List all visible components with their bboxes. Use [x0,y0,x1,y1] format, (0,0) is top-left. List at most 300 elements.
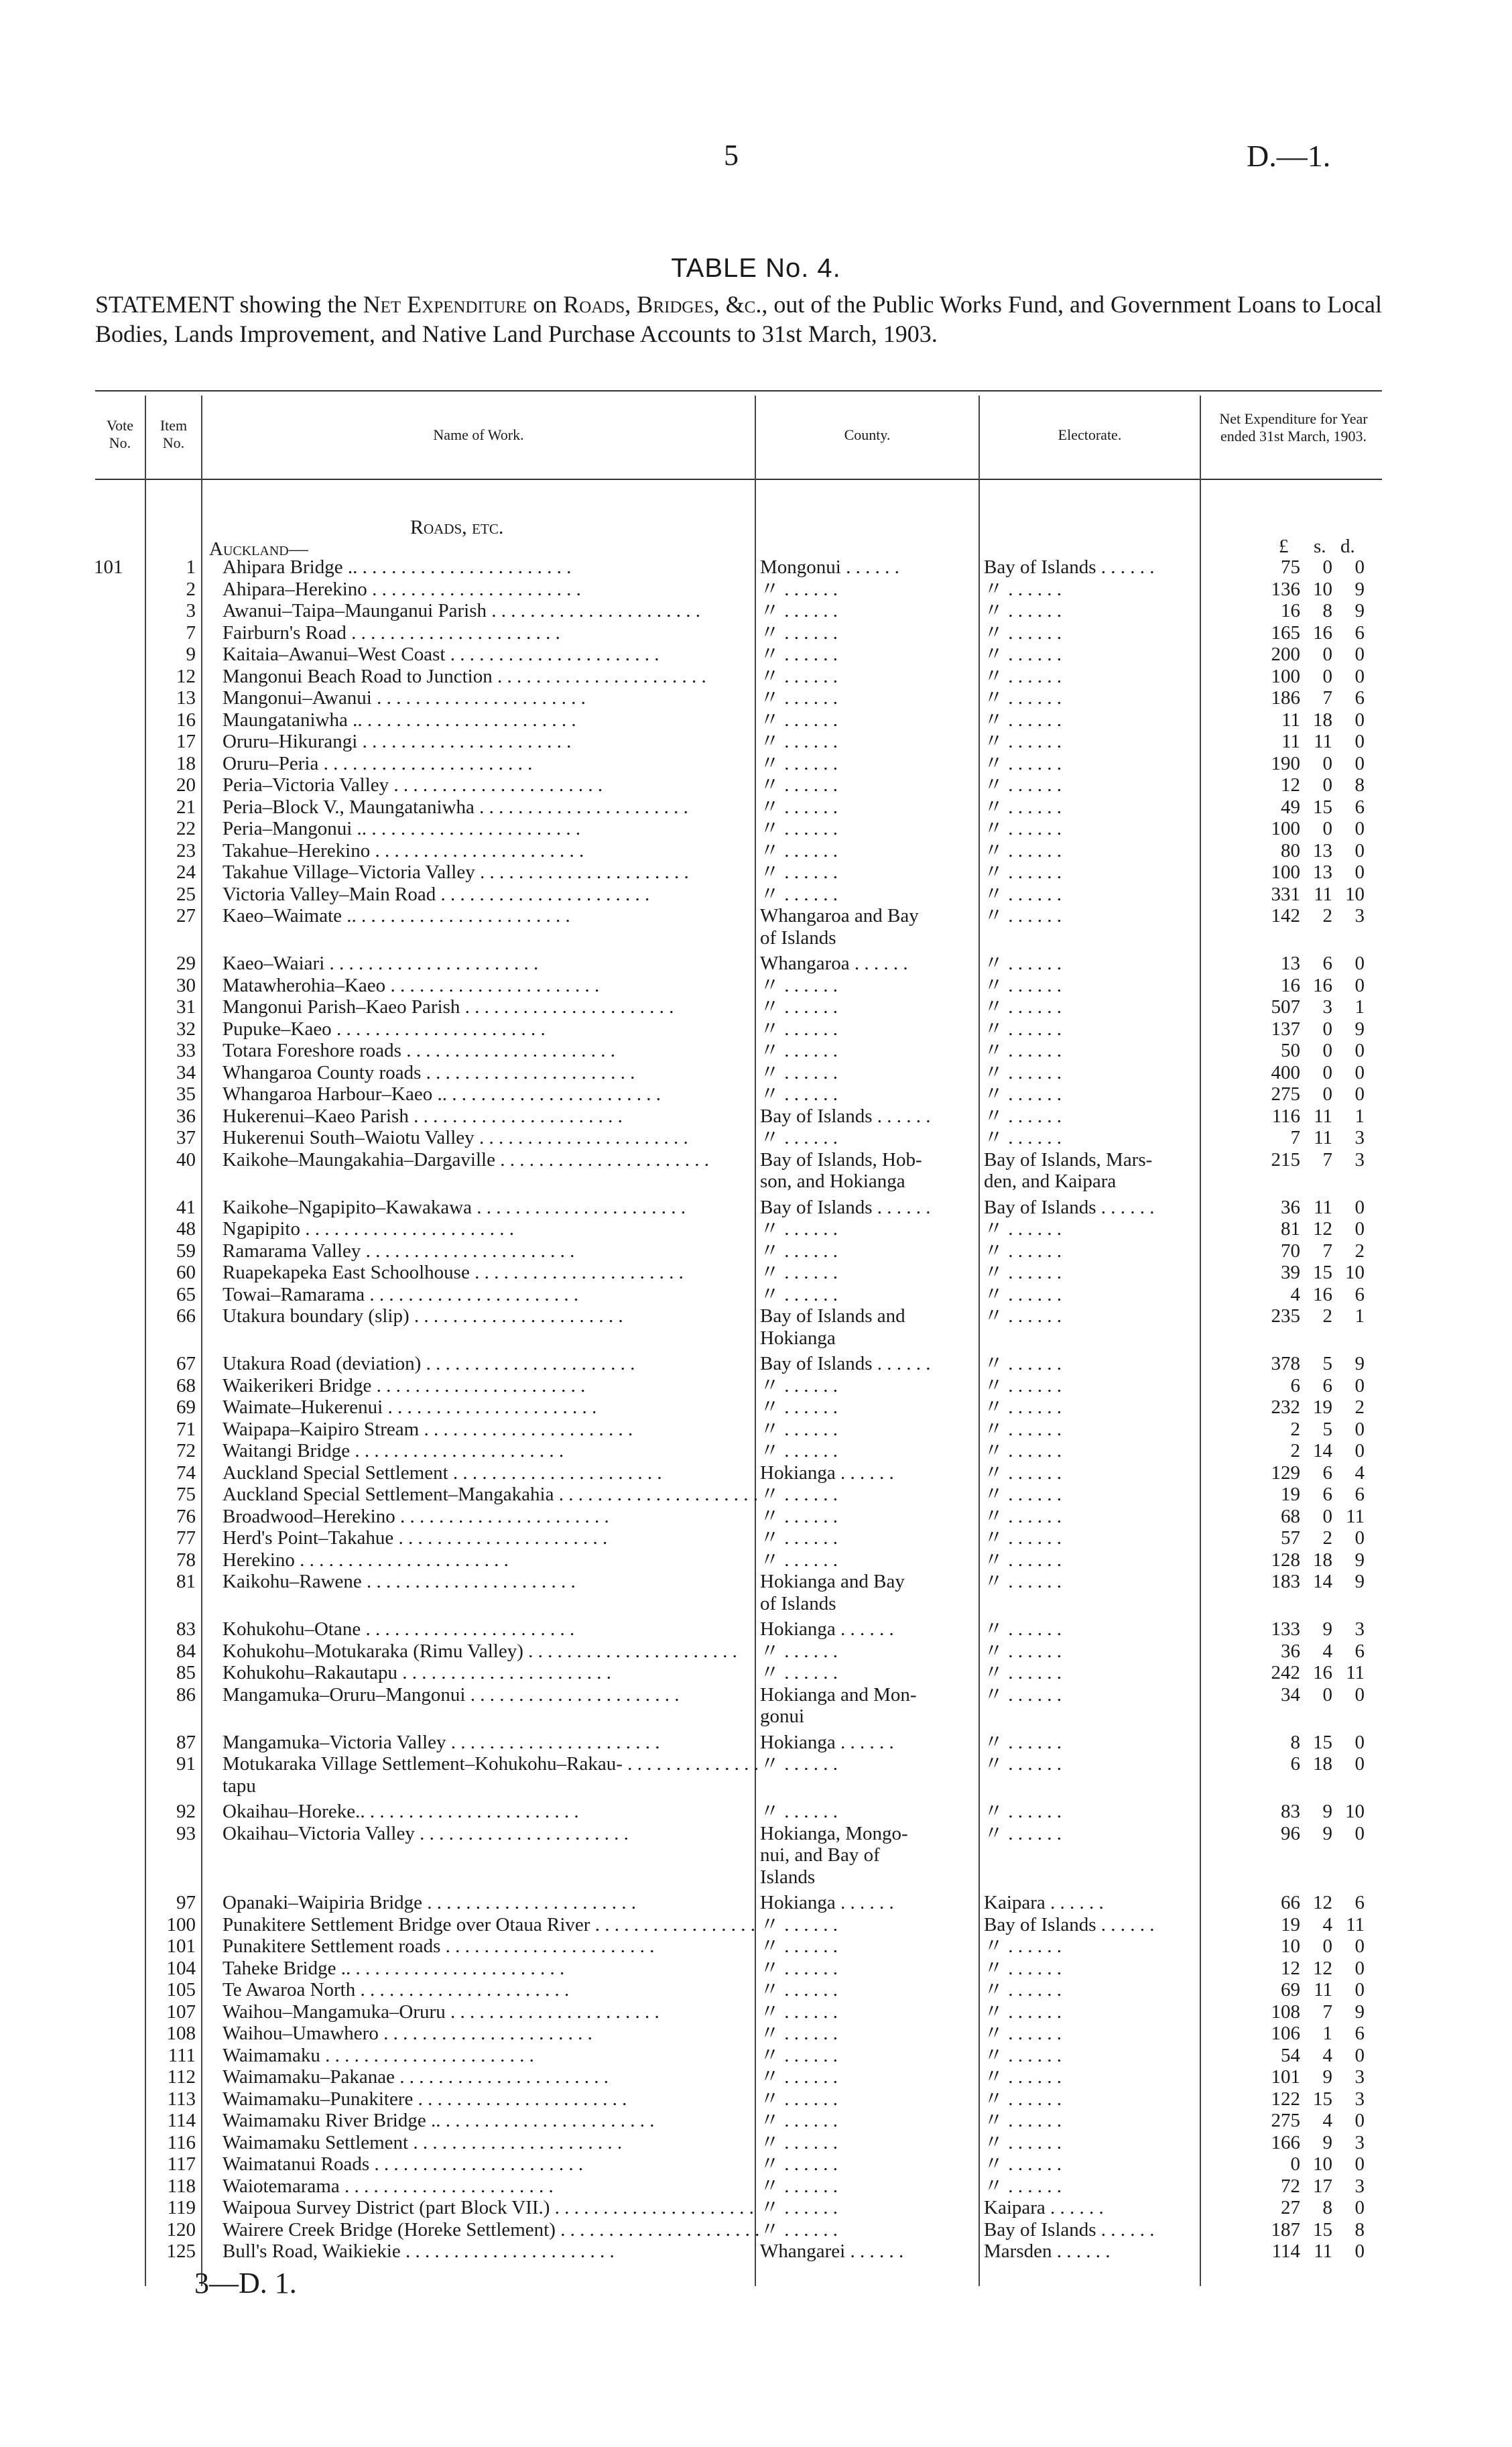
amount-pounds: 83 [1281,1801,1300,1822]
electorate-cell: 〃 . . [984,2132,1185,2153]
amount-shillings: 1 [1322,2023,1332,2044]
electorate-cell: 〃 . . [984,1462,1185,1484]
amount-shillings: 7 [1322,1240,1332,1262]
vote-number: 101 [94,556,123,578]
amount-shillings: 6 [1322,1375,1332,1396]
amount-shillings: 0 [1322,818,1332,839]
electorate-cell: 〃 . . [984,953,1185,974]
item-number: 114 [167,2110,196,2131]
amount-pounds: 378 [1271,1353,1300,1374]
amount-pounds: 49 [1281,796,1300,818]
amount-pence: 9 [1354,1353,1365,1374]
item-number: 68 [176,1375,196,1396]
item-number: 100 [166,1914,196,1935]
amount-shillings: 4 [1322,1640,1332,1662]
item-number: 12 [176,666,196,687]
amount-pence: 0 [1354,818,1365,839]
item-number: 16 [176,709,196,731]
amount-pounds: 122 [1271,2088,1300,2110]
item-number: 91 [176,1753,196,1775]
amount-pence: 0 [1354,709,1365,731]
county-cell: 〃 . . [760,1506,961,1527]
amount-shillings: 14 [1313,1571,1332,1592]
amount-pence: 3 [1354,1127,1365,1148]
amount-pounds: 186 [1271,687,1300,709]
electorate-cell: Bay of Islands . . [984,556,1185,578]
amount-shillings: 12 [1313,1958,1332,1979]
item-number: 118 [167,2175,196,2197]
county-cell: 〃 . . [760,1662,961,1683]
amount-pence: 6 [1354,1640,1365,1662]
amount-pence: 9 [1354,579,1365,600]
statement-lead: STATEMENT showing the [95,291,357,318]
amount-pounds: 2 [1290,1440,1300,1461]
amount-pounds: 11 [1281,731,1300,752]
amount-pence: 9 [1354,600,1365,621]
amount-shillings: 0 [1322,1935,1332,1957]
amount-pounds: 106 [1271,2023,1300,2044]
amount-pence: 0 [1354,2153,1365,2175]
work-name: Te Awaroa North . . [223,1979,759,2001]
electorate-cell: 〃 . . [984,622,1185,644]
amount-pounds: 96 [1281,1823,1300,1844]
amount-pounds: 142 [1271,905,1300,927]
county-cell: Hokianga . . [760,1892,961,1913]
item-number: 67 [176,1353,196,1374]
amount-shillings: 0 [1322,774,1332,796]
amount-shillings: 4 [1322,2045,1332,2066]
amount-pounds: 12 [1281,1958,1300,1979]
amount-pounds: 215 [1271,1149,1300,1171]
county-cell: Mongonui . . [760,556,961,578]
electorate-cell: 〃 . . [984,1305,1185,1327]
electorate-cell: Kaipara . . [984,2197,1185,2218]
amount-pounds: 16 [1281,600,1300,621]
amount-shillings: 3 [1322,996,1332,1018]
county-cell: 〃 . . [760,1527,961,1549]
amount-shillings: 16 [1313,1284,1332,1305]
amount-pence: 3 [1354,1618,1365,1640]
work-name: Ahipara Bridge .. . . [223,556,759,578]
work-name: Waimate–Hukerenui . . [223,1396,759,1418]
amount-pence: 0 [1354,1062,1365,1083]
work-name: Ramarama Valley . . [223,1240,759,1262]
amount-pounds: 69 [1281,1979,1300,2001]
item-number: 22 [176,818,196,839]
amount-shillings: 9 [1322,2066,1332,2088]
amount-shillings: 8 [1322,600,1332,621]
amount-shillings: 0 [1322,1040,1332,1061]
amount-pence: 3 [1354,1149,1365,1171]
amount-pence: 9 [1354,2001,1365,2023]
work-name: Motukaraka Village Settlement–Kohukohu–Rakau- . . [223,1753,759,1775]
work-name: Whangaroa Harbour–Kaeo .. . . [223,1083,759,1105]
item-number: 32 [176,1018,196,1040]
county-cell: 〃 . . [760,2001,961,2023]
county-cell: 〃 . . [760,1914,961,1935]
item-number: 112 [167,2066,196,2088]
county-cell: 〃 . . [760,1640,961,1662]
amount-pounds: 0 [1290,2153,1300,2175]
amount-pence: 11 [1346,1662,1365,1683]
work-name: Whangaroa County roads . . [223,1062,759,1083]
county-cell: 〃 . . [760,818,961,839]
amount-shillings: 9 [1322,1823,1332,1844]
county-cell-continued: nui, and Bay of [760,1844,880,1866]
amount-shillings: 4 [1322,1914,1332,1935]
item-number: 2 [186,579,196,600]
amount-pence: 3 [1354,2175,1365,2197]
amount-pence: 4 [1354,1462,1365,1484]
electorate-cell: 〃 . . [984,1240,1185,1262]
electorate-cell: 〃 . . [984,1375,1185,1396]
amount-pence: 0 [1354,1040,1365,1061]
amount-pence: 1 [1354,996,1365,1018]
electorate-cell: Bay of Islands . . [984,1197,1185,1218]
electorate-cell: 〃 . . [984,796,1185,818]
electorate-cell: 〃 . . [984,1062,1185,1083]
item-number: 120 [166,2219,196,2241]
work-name: Pupuke–Kaeo . . [223,1018,759,1040]
county-cell: 〃 . . [760,1396,961,1418]
electorate-cell: Bay of Islands, Mars- [984,1149,1153,1171]
amount-shillings: 2 [1322,1527,1332,1549]
work-name: Kohukohu–Motukaraka (Rimu Valley) . . [223,1640,759,1662]
electorate-cell: 〃 . . [984,1440,1185,1461]
amount-shillings: 8 [1322,2197,1332,2218]
amount-pence: 0 [1354,953,1365,974]
item-number: 116 [167,2132,196,2153]
amount-shillings: 18 [1313,1549,1332,1571]
electorate-cell: 〃 . . [984,905,1185,927]
work-name: Mangamuka–Oruru–Mangonui . . [223,1684,759,1706]
amount-shillings: 11 [1314,1106,1332,1127]
amount-pounds: 11 [1281,709,1300,731]
section-heading: Roads, etc. [410,516,504,538]
work-name: Victoria Valley–Main Road . . [223,884,759,905]
amount-shillings: 0 [1322,1062,1332,1083]
county-cell: 〃 . . [760,2153,961,2175]
work-name: Matawherohia–Kaeo . . [223,975,759,996]
electorate-cell: 〃 . . [984,1753,1185,1775]
electorate-cell: 〃 . . [984,1732,1185,1753]
electorate-cell: 〃 . . [984,1218,1185,1240]
column-header-electorate: Electorate. [1058,426,1122,443]
electorate-cell: 〃 . . [984,884,1185,905]
work-name: Bull's Road, Waikiekie . . [223,2241,759,2262]
county-cell: Hokianga . . [760,1732,961,1753]
amount-shillings: 5 [1322,1419,1332,1440]
amount-pounds: 66 [1281,1892,1300,1913]
amount-pounds: 7 [1290,1127,1300,1148]
statement-on: on [533,291,558,318]
county-cell: 〃 . . [760,644,961,665]
amount-pence: 8 [1354,774,1365,796]
amount-pounds: 6 [1290,1753,1300,1775]
electorate-cell: 〃 . . [984,2175,1185,2197]
work-name: Kaikohe–Ngapipito–Kawakawa . . [223,1197,759,1218]
work-name: Waimamaku . . [223,2045,759,2066]
electorate-cell: 〃 . . [984,1549,1185,1571]
county-cell: 〃 . . [760,1375,961,1396]
item-number: 25 [176,884,196,905]
currency-shillings: s. [1314,536,1326,557]
item-number: 104 [166,1958,196,1979]
amount-shillings: 11 [1314,1197,1332,1218]
work-name: Waipapa–Kaipiro Stream . . [223,1419,759,1440]
amount-pence: 9 [1354,1571,1365,1592]
amount-shillings: 7 [1322,687,1332,709]
item-number: 97 [176,1892,196,1913]
amount-pence: 2 [1354,1240,1365,1262]
county-cell: 〃 . . [760,774,961,796]
amount-pence: 0 [1354,1958,1365,1979]
currency-pounds: £ [1279,536,1289,557]
work-name: Kaeo–Waiari . . [223,953,759,974]
county-cell: Hokianga, Mongo- [760,1823,908,1844]
amount-pence: 0 [1354,753,1365,774]
electorate-cell: 〃 . . [984,1419,1185,1440]
county-cell: 〃 . . [760,1218,961,1240]
electorate-cell: 〃 . . [984,1958,1185,1979]
amount-shillings: 15 [1313,2219,1332,2241]
county-cell: Whangaroa . . [760,953,961,974]
item-number: 83 [176,1618,196,1640]
county-cell: 〃 . . [760,2110,961,2131]
item-number: 76 [176,1506,196,1527]
electorate-cell: 〃 . . [984,2088,1185,2110]
amount-pounds: 19 [1281,1484,1300,1505]
item-number: 24 [176,861,196,883]
column-header-name: Name of Work. [433,426,524,443]
item-number: 86 [176,1684,196,1706]
amount-pounds: 133 [1271,1618,1300,1640]
work-name: Mangamuka–Victoria Valley . . [223,1732,759,1753]
amount-shillings: 19 [1313,1396,1332,1418]
amount-shillings: 2 [1322,1305,1332,1327]
amount-pounds: 165 [1271,622,1300,644]
work-name: Waiotemarama . . [223,2175,759,2197]
work-name: Wairere Creek Bridge (Horeke Settlement) . . [223,2219,759,2241]
county-cell-continued: son, and Hokianga [760,1171,905,1192]
amount-shillings: 15 [1313,1732,1332,1753]
county-cell: Whangaroa and Bay [760,905,919,927]
amount-pounds: 187 [1271,2219,1300,2241]
electorate-cell: 〃 . . [984,996,1185,1018]
electorate-cell: 〃 . . [984,709,1185,731]
work-name: Utakura Road (deviation) . . [223,1353,759,1374]
amount-pence: 6 [1354,1284,1365,1305]
county-cell: 〃 . . [760,1284,961,1305]
work-name: Waimamaku River Bridge .. . . [223,2110,759,2131]
amount-pounds: 108 [1271,2001,1300,2023]
amount-pounds: 232 [1271,1396,1300,1418]
amount-shillings: 16 [1313,622,1332,644]
electorate-cell: 〃 . . [984,1106,1185,1127]
county-cell: Bay of Islands . . [760,1106,961,1127]
page-number: 5 [724,139,739,172]
work-name: Waipoua Survey District (part Block VII.) . . [223,2197,759,2218]
item-number: 7 [186,622,196,644]
item-number: 93 [176,1823,196,1844]
amount-pence: 0 [1354,1935,1365,1957]
item-number: 108 [166,2023,196,2044]
statement-roads: Roads, Bridges, &c. [563,291,762,318]
amount-shillings: 6 [1322,1462,1332,1484]
item-number: 81 [176,1571,196,1592]
amount-shillings: 16 [1313,975,1332,996]
amount-pounds: 10 [1281,1935,1300,1957]
work-name: Ngapipito . . [223,1218,759,1240]
electorate-cell: 〃 . . [984,975,1185,996]
county-cell: 〃 . . [760,796,961,818]
amount-shillings: 11 [1314,1979,1332,2001]
amount-pounds: 137 [1271,1018,1300,1040]
amount-pence: 0 [1354,556,1365,578]
electorate-cell: 〃 . . [984,840,1185,861]
county-cell: 〃 . . [760,1484,961,1505]
county-cell: 〃 . . [760,687,961,709]
amount-pence: 10 [1345,884,1365,905]
item-number: 71 [176,1419,196,1440]
county-cell: Whangarei . . [760,2241,961,2262]
work-name: Okaihau–Victoria Valley . . [223,1823,759,1844]
electorate-cell: 〃 . . [984,1640,1185,1662]
county-cell: 〃 . . [760,709,961,731]
amount-pence: 0 [1354,2110,1365,2131]
item-number: 33 [176,1040,196,1061]
item-number: 113 [167,2088,196,2110]
item-number: 60 [176,1262,196,1283]
amount-pence: 0 [1354,666,1365,687]
county-cell: 〃 . . [760,1040,961,1061]
county-cell: 〃 . . [760,2219,961,2241]
amount-pence: 10 [1345,1262,1365,1283]
amount-pence: 0 [1354,644,1365,665]
item-number: 35 [176,1083,196,1105]
item-number: 66 [176,1305,196,1327]
work-name: Waimamaku–Pakanae . . [223,2066,759,2088]
work-name: Peria–Mangonui .. . . [223,818,759,839]
item-number: 21 [176,796,196,818]
amount-pounds: 13 [1281,953,1300,974]
work-name: Awanui–Taipa–Maunganui Parish . . [223,600,759,621]
electorate-cell: 〃 . . [984,1506,1185,1527]
amount-pounds: 242 [1271,1662,1300,1683]
work-name: Waimamaku–Punakitere . . [223,2088,759,2110]
amount-pence: 0 [1354,1419,1365,1440]
amount-shillings: 0 [1322,1684,1332,1706]
amount-shillings: 9 [1322,1618,1332,1640]
electorate-cell: 〃 . . [984,666,1185,687]
amount-pounds: 235 [1271,1305,1300,1327]
amount-pence: 0 [1354,1218,1365,1240]
item-number: 75 [176,1484,196,1505]
work-name: Ruapekapeka East Schoolhouse . . [223,1262,759,1283]
amount-shillings: 13 [1313,840,1332,861]
column-header-item: Item No. [160,417,188,451]
work-name: Peria–Block V., Maungataniwha . . [223,796,759,818]
electorate-cell: 〃 . . [984,1571,1185,1592]
amount-shillings: 0 [1322,1506,1332,1527]
work-name: Taheke Bridge .. . . [223,1958,759,1979]
amount-pence: 1 [1354,1106,1365,1127]
county-cell: 〃 . . [760,1958,961,1979]
county-cell: 〃 . . [760,884,961,905]
county-cell: 〃 . . [760,861,961,883]
electorate-cell: 〃 . . [984,1823,1185,1844]
amount-shillings: 18 [1313,709,1332,731]
document-code: D.—1. [1247,139,1331,173]
county-cell: 〃 . . [760,1549,961,1571]
electorate-cell: Bay of Islands . . [984,1914,1185,1935]
region-heading: Auckland— [209,538,308,560]
amount-pounds: 200 [1271,644,1300,665]
county-cell: 〃 . . [760,731,961,752]
work-name: Mangonui–Awanui . . [223,687,759,709]
item-number: 27 [176,905,196,927]
electorate-cell: 〃 . . [984,2110,1185,2131]
amount-shillings: 0 [1322,1083,1332,1105]
amount-pence: 6 [1354,1484,1365,1505]
electorate-cell: 〃 . . [984,1618,1185,1640]
electorate-cell: 〃 . . [984,753,1185,774]
electorate-cell: 〃 . . [984,687,1185,709]
work-name: Kaikohe–Maungakahia–Dargaville . . [223,1149,759,1171]
electorate-cell: Marsden . . [984,2241,1185,2262]
amount-pounds: 128 [1271,1549,1300,1571]
item-number: 119 [167,2197,196,2218]
county-cell: 〃 . . [760,2132,961,2153]
amount-pence: 3 [1354,905,1365,927]
county-cell: 〃 . . [760,666,961,687]
item-number: 13 [176,687,196,709]
amount-pounds: 75 [1281,556,1300,578]
amount-shillings: 12 [1313,1218,1332,1240]
county-cell: 〃 . . [760,1262,961,1283]
amount-shillings: 10 [1313,2153,1332,2175]
amount-pounds: 114 [1271,2241,1300,2262]
county-cell: 〃 . . [760,1083,961,1105]
item-number: 48 [176,1218,196,1240]
county-cell: 〃 . . [760,1440,961,1461]
electorate-cell: 〃 . . [984,2066,1185,2088]
county-cell: 〃 . . [760,1935,961,1957]
work-name: Waihou–Umawhero . . [223,2023,759,2044]
amount-pence: 0 [1354,1197,1365,1218]
item-number: 29 [176,953,196,974]
county-cell: 〃 . . [760,1753,961,1775]
electorate-cell: 〃 . . [984,1396,1185,1418]
item-number: 17 [176,731,196,752]
work-name: Oruru–Peria . . [223,753,759,774]
item-number: 65 [176,1284,196,1305]
amount-shillings: 0 [1322,666,1332,687]
amount-pence: 0 [1354,1440,1365,1461]
amount-pence: 9 [1354,1549,1365,1571]
amount-shillings: 11 [1314,884,1332,905]
amount-pounds: 331 [1271,884,1300,905]
amount-shillings: 18 [1313,1753,1332,1775]
electorate-cell: 〃 . . [984,579,1185,600]
county-cell: Bay of Islands and [760,1305,905,1327]
item-number: 18 [176,753,196,774]
amount-shillings: 15 [1313,1262,1332,1283]
item-number: 92 [176,1801,196,1822]
county-cell: 〃 . . [760,2175,961,2197]
work-name: Kohukohu–Rakautapu . . [223,1662,759,1683]
amount-pounds: 190 [1271,753,1300,774]
